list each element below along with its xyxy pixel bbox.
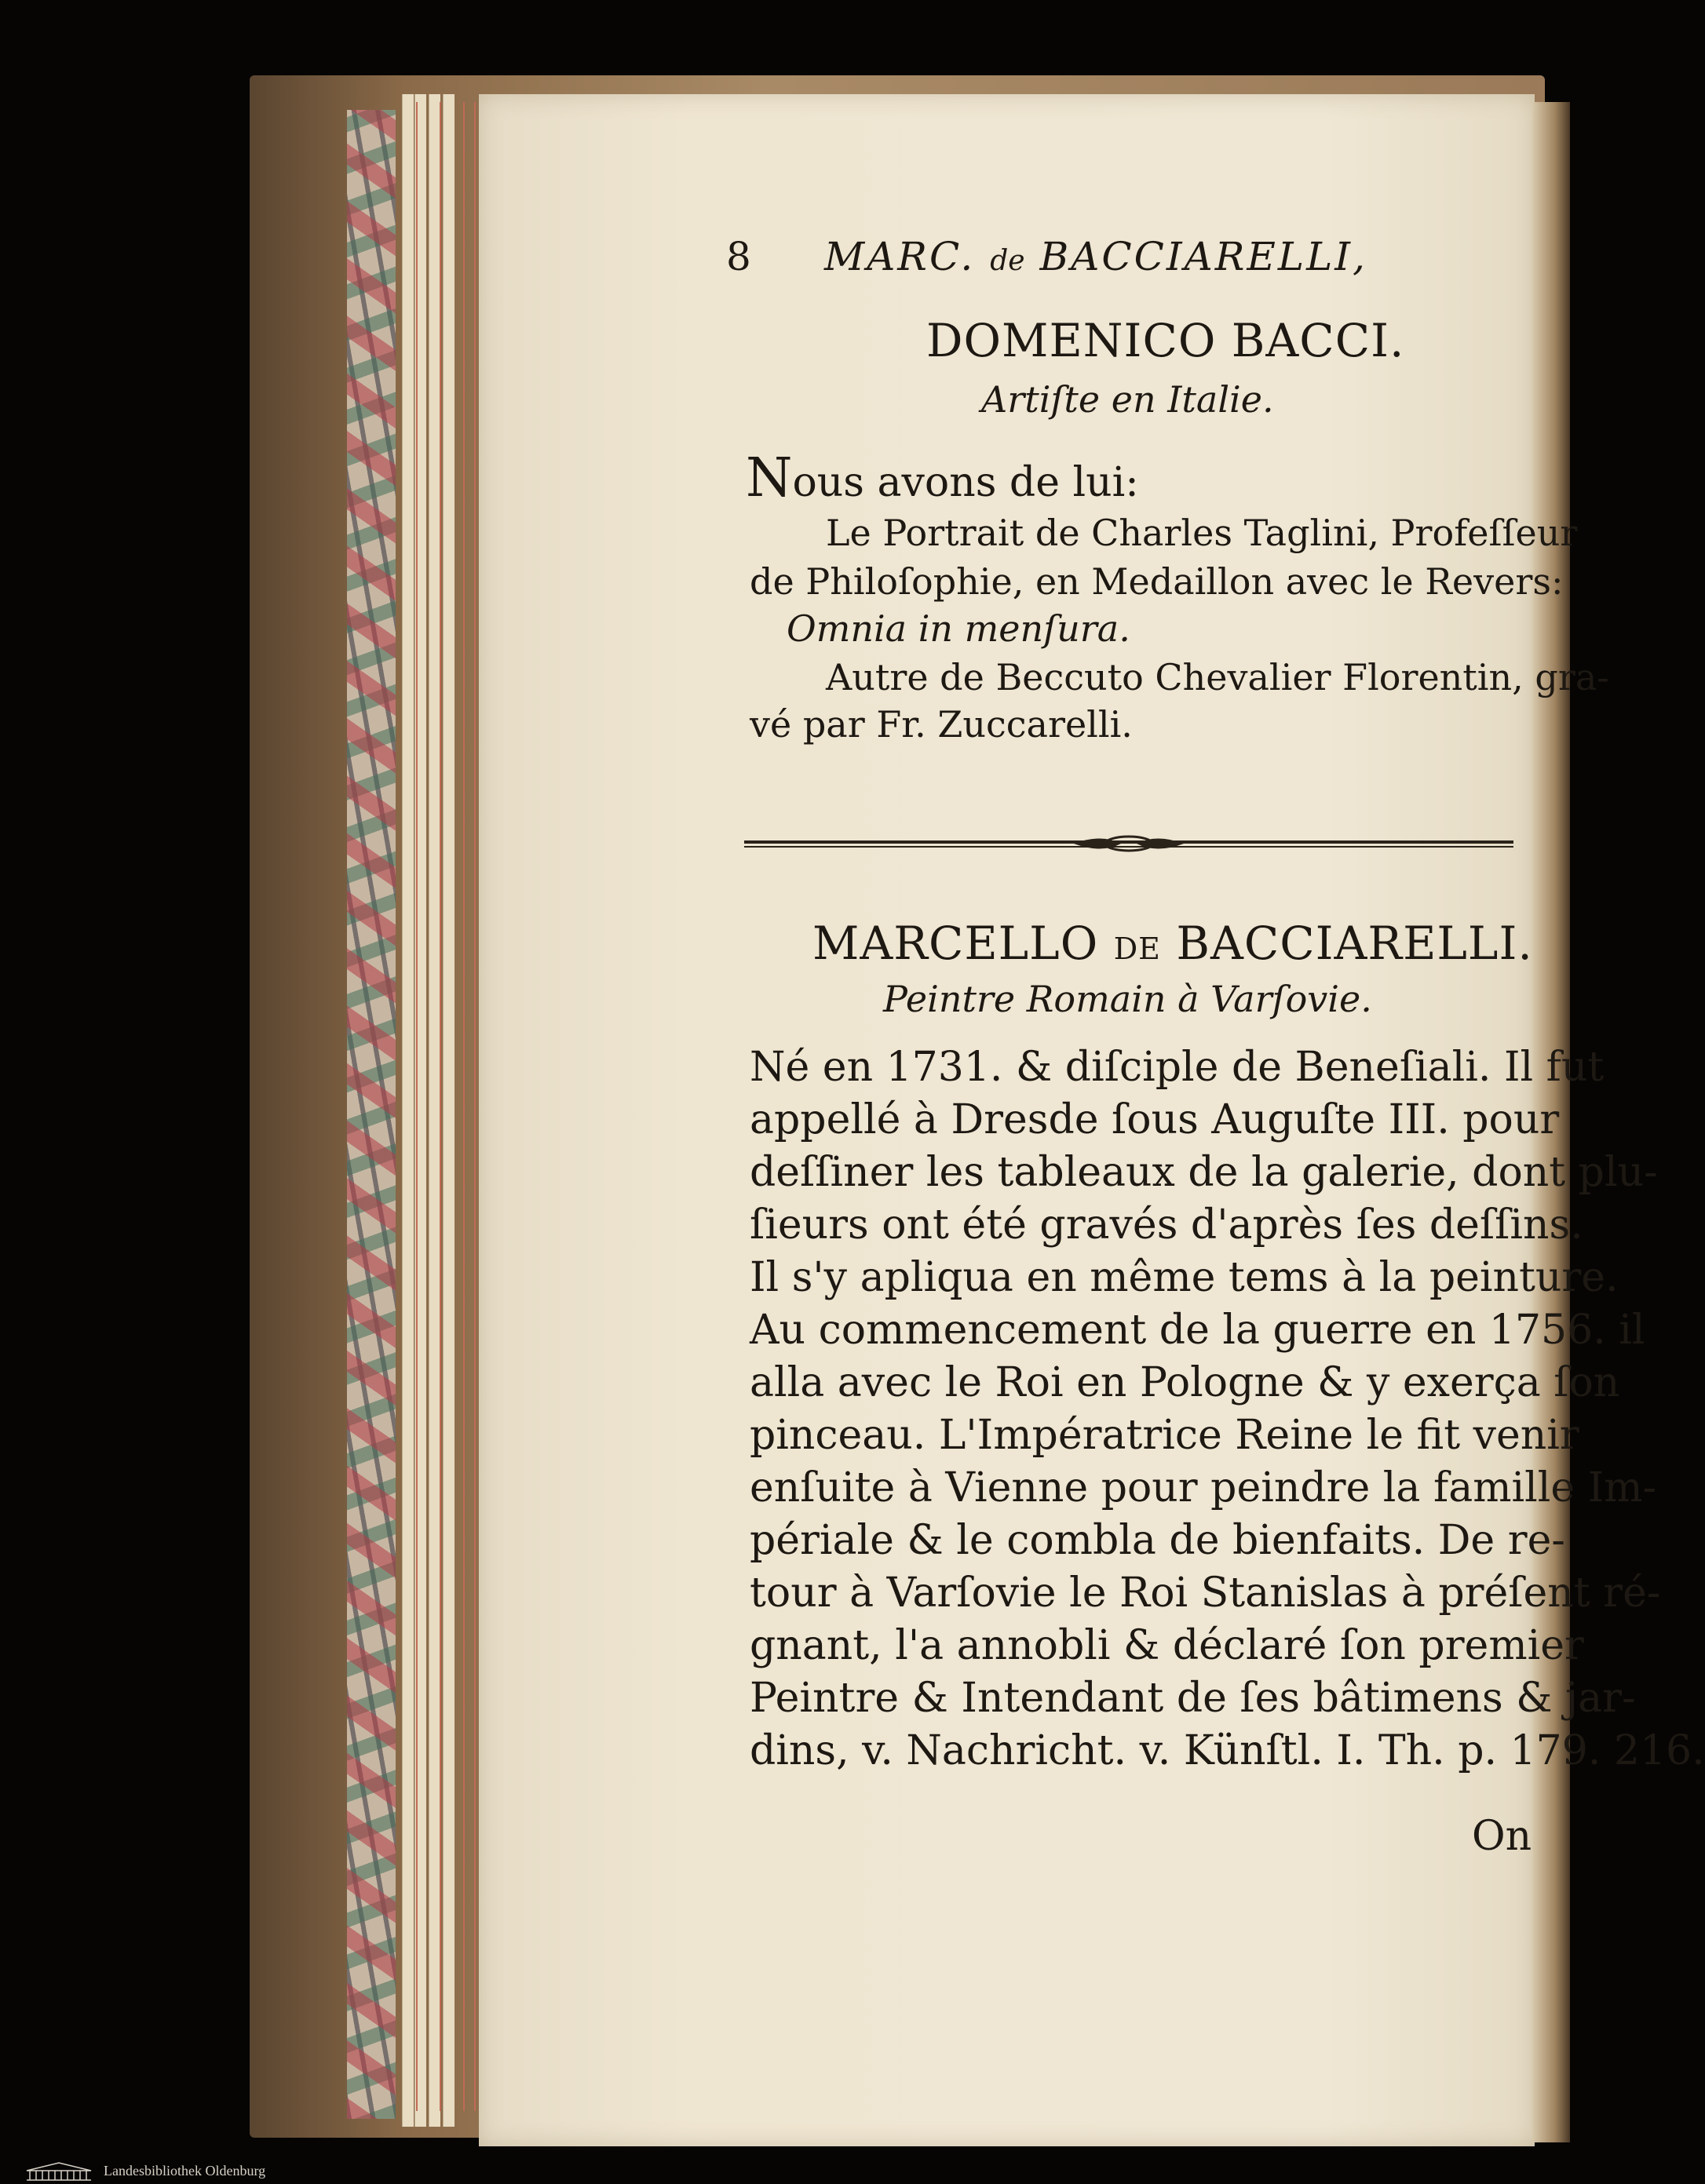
text-line: alla avec le Roi en Pologne & y exerça ſon — [750, 1359, 1620, 1406]
name-part: DE — [1113, 932, 1161, 966]
initial-letter: N — [746, 447, 793, 509]
red-edge-line — [474, 102, 476, 2111]
text-line: enſuite à Vienne pour peindre la famille Im- — [750, 1464, 1657, 1511]
red-edge-line — [463, 102, 465, 2111]
text-line: Omnia in menſura. — [787, 607, 1130, 650]
footer-bar — [0, 2158, 1570, 2184]
text-line: de Philoſophie, en Medaillon avec le Revers: — [750, 560, 1564, 603]
catchword: On — [1472, 1813, 1532, 1860]
red-edge-line — [440, 102, 441, 2111]
running-head-part: de — [990, 245, 1025, 277]
page-edge — [402, 94, 414, 2127]
text-line: Il s'y apliqua en même tems à la peinture. — [750, 1254, 1619, 1301]
entry-intro — [746, 447, 1139, 509]
running-head — [824, 234, 1367, 279]
text-line: Né en 1731. & diſciple de Beneſiali. Il fut — [750, 1044, 1605, 1091]
text-line: appellé à Dresde ſous Auguſte III. pour — [750, 1096, 1560, 1143]
text-line: périale & le combla de bienfaits. De re- — [750, 1517, 1565, 1564]
name-part: BACCIARELLI. — [1176, 917, 1533, 970]
text-line: dins, v. Nachricht. v. Künſtl. I. Th. p. 179. 216. — [750, 1727, 1705, 1774]
text-line: Peintre & Intendant de ſes bâtimens & jar- — [750, 1675, 1636, 1722]
ornamental-rule — [744, 832, 1513, 855]
text-line: pinceau. L'Impératrice Reine le fit venir — [750, 1412, 1579, 1459]
name-part: MARCELLO — [812, 917, 1099, 970]
text-line: Le Portrait de Charles Taglini, Profeſſeur — [826, 512, 1578, 554]
running-head-part: MARC. — [824, 234, 976, 279]
page-number: 8 — [726, 234, 751, 279]
text-line: Au commencement de la guerre en 1756. il — [750, 1307, 1645, 1354]
intro-text: ous avons de lui: — [792, 459, 1139, 506]
page-edge — [429, 94, 440, 2127]
red-edge-line — [416, 102, 418, 2111]
page-edge — [443, 94, 455, 2127]
text-line: ſieurs ont été gravés d'après ſes deſſins. — [750, 1201, 1583, 1249]
entry-title — [812, 917, 1533, 970]
text-line: vé par Fr. Zuccarelli. — [750, 703, 1133, 746]
library-building-icon — [24, 2161, 94, 2182]
text-line: deſſiner les tableaux de la galerie, dont plu- — [750, 1149, 1658, 1196]
running-head-part: BACCIARELLI, — [1039, 234, 1367, 279]
library-name: Landesbibliothek Oldenburg — [104, 2163, 266, 2179]
entry-subtitle: Peintre Romain à Varſovie. — [883, 978, 1372, 1020]
text-line: gnant, l'a annobli & déclaré ſon premier — [750, 1622, 1584, 1669]
entry-subtitle: Artiſte en Italie. — [981, 378, 1274, 421]
marbled-endpaper — [347, 110, 396, 2119]
entry-title: DOMENICO BACCI. — [926, 314, 1405, 367]
text-line: tour à Varſovie le Roi Stanislas à préſent ré- — [750, 1570, 1661, 1617]
text-line: Autre de Beccuto Chevalier Florentin, gra- — [826, 656, 1609, 698]
